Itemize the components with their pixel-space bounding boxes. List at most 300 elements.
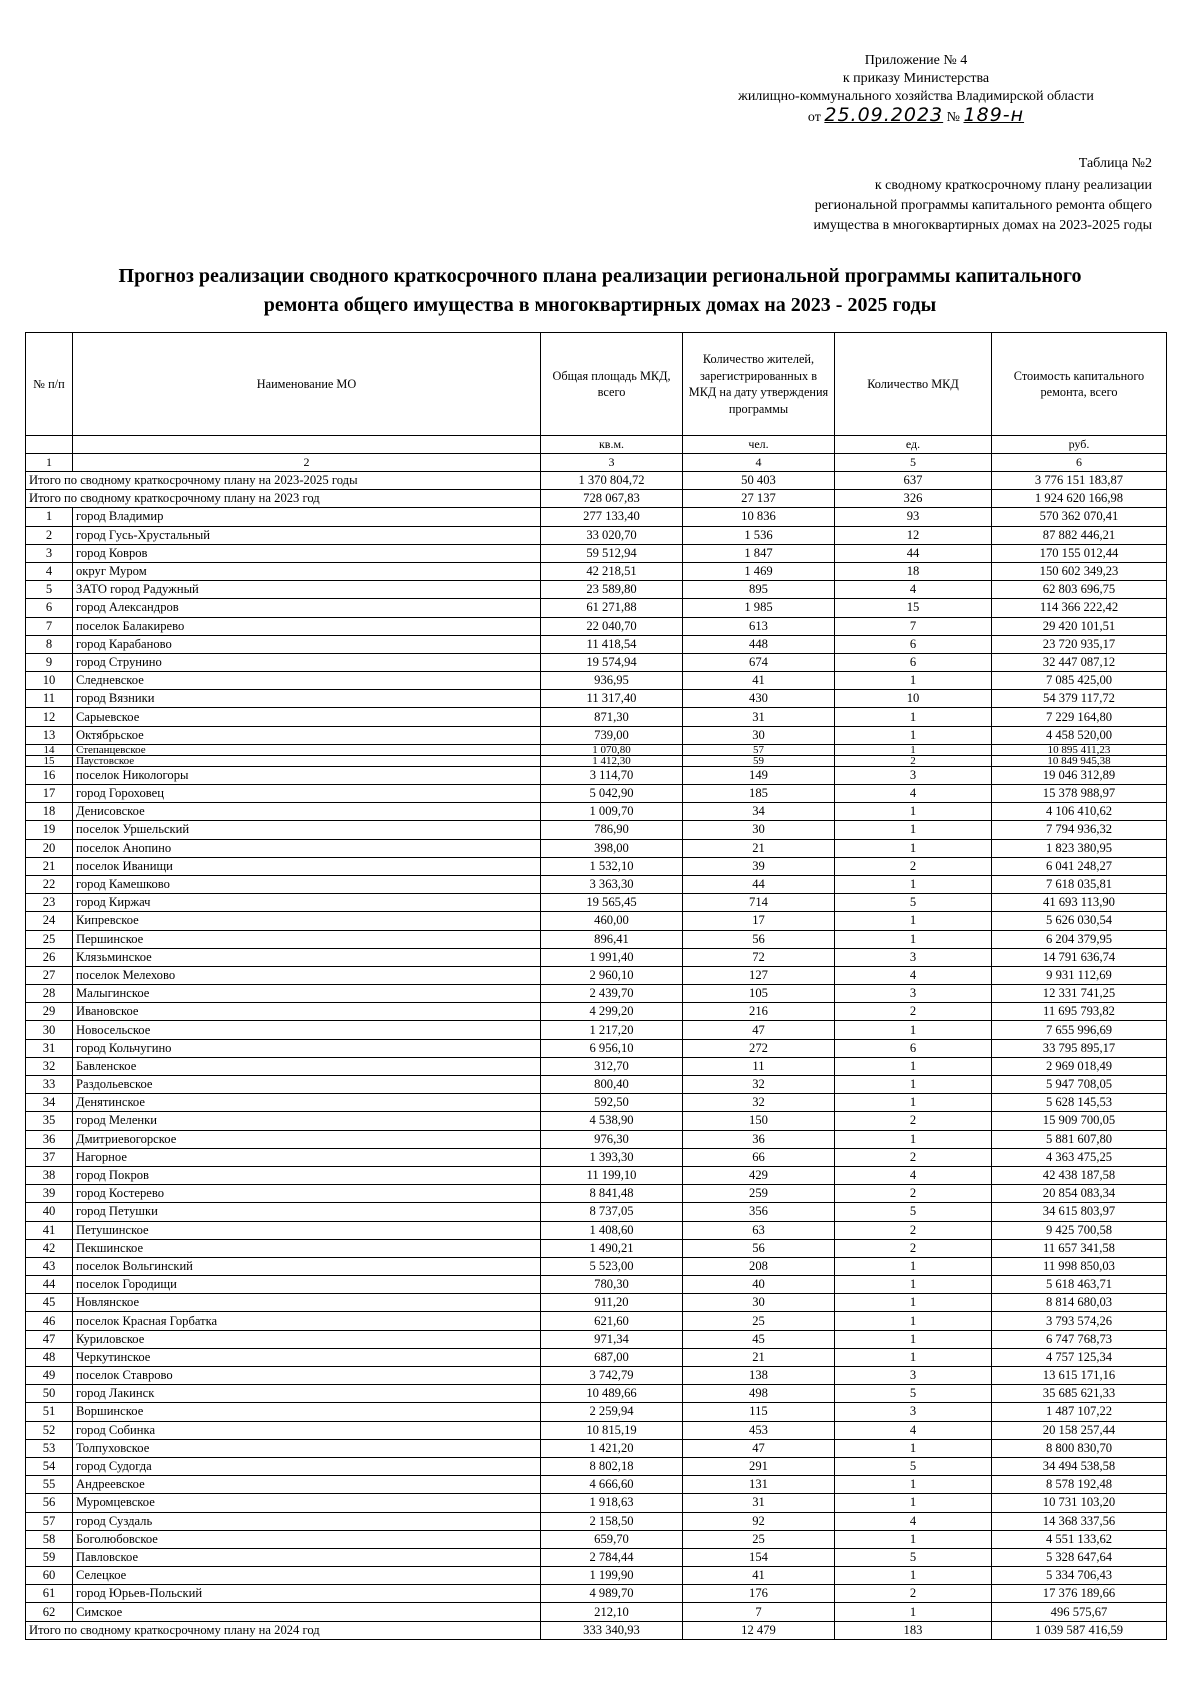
header-index: № п/п	[26, 333, 73, 436]
cost-cell: 20 158 257,44	[992, 1421, 1167, 1439]
residents-cell: 30	[683, 821, 835, 839]
row-index: 17	[26, 785, 73, 803]
mo-name: ЗАТО город Радужный	[73, 581, 541, 599]
count-cell: 1	[835, 930, 992, 948]
area-cell: 22 040,70	[541, 617, 683, 635]
header-count: Количество МКД	[835, 333, 992, 436]
total-residents: 27 137	[683, 490, 835, 508]
count-cell: 12	[835, 526, 992, 544]
count-cell: 6	[835, 635, 992, 653]
table-note-line: имущества в многоквартирных домах на 2023-2025 годы	[813, 218, 1152, 233]
area-cell: 19 565,45	[541, 894, 683, 912]
count-cell: 1	[835, 1021, 992, 1039]
cost-cell: 7 229 164,80	[992, 708, 1167, 726]
forecast-table	[25, 332, 1167, 1640]
count-cell: 3	[835, 985, 992, 1003]
count-cell: 5	[835, 1548, 992, 1566]
row-index: 28	[26, 985, 73, 1003]
area-cell: 1 421,20	[541, 1439, 683, 1457]
count-cell: 1	[835, 1076, 992, 1094]
row-index: 32	[26, 1057, 73, 1075]
mo-name: Денятинское	[73, 1094, 541, 1112]
row-index: 26	[26, 948, 73, 966]
residents-cell: 41	[683, 1567, 835, 1585]
area-cell: 936,95	[541, 672, 683, 690]
mo-name: Новлянское	[73, 1294, 541, 1312]
residents-cell: 498	[683, 1385, 835, 1403]
count-cell: 4	[835, 785, 992, 803]
table-row	[26, 803, 1167, 821]
cost-cell: 7 655 996,69	[992, 1021, 1167, 1039]
cost-cell: 5 947 708,05	[992, 1076, 1167, 1094]
mo-name: Пекшинское	[73, 1239, 541, 1257]
mo-name: Черкутинское	[73, 1348, 541, 1366]
table-row	[26, 930, 1167, 948]
count-cell: 5	[835, 1203, 992, 1221]
row-index: 7	[26, 617, 73, 635]
mo-name: поселок Анопино	[73, 839, 541, 857]
count-cell: 1	[835, 1348, 992, 1366]
count-cell: 93	[835, 508, 992, 526]
table-row	[26, 1094, 1167, 1112]
mo-name: город Камешково	[73, 875, 541, 893]
mo-name: Кипревское	[73, 912, 541, 930]
residents-cell: 25	[683, 1530, 835, 1548]
area-cell: 911,20	[541, 1294, 683, 1312]
area-cell: 5 523,00	[541, 1257, 683, 1275]
cost-cell: 1 823 380,95	[992, 839, 1167, 857]
cost-cell: 4 551 133,62	[992, 1530, 1167, 1548]
row-index: 4	[26, 562, 73, 580]
total-residents: 50 403	[683, 472, 835, 490]
order-date: 25.09.2023	[824, 104, 944, 126]
mo-name: поселок Мелехово	[73, 966, 541, 984]
appendix-line: жилищно-коммунального хозяйства Владимирской области	[738, 89, 1094, 104]
order-number: 189-н	[963, 104, 1025, 126]
row-index: 43	[26, 1257, 73, 1275]
area-cell: 212,10	[541, 1603, 683, 1621]
count-cell: 3	[835, 948, 992, 966]
table-row	[26, 1257, 1167, 1275]
col-number: 2	[73, 454, 541, 472]
cost-cell: 4 106 410,62	[992, 803, 1167, 821]
mo-name: город Вязники	[73, 690, 541, 708]
table-row	[26, 766, 1167, 784]
cost-cell: 33 795 895,17	[992, 1039, 1167, 1057]
residents-cell: 1 469	[683, 562, 835, 580]
count-cell: 1	[835, 1294, 992, 1312]
unit-cell: руб.	[992, 436, 1167, 454]
cost-cell: 5 626 030,54	[992, 912, 1167, 930]
mo-name: город Владимир	[73, 508, 541, 526]
row-index: 10	[26, 672, 73, 690]
table-row	[26, 599, 1167, 617]
table-row	[26, 755, 1167, 766]
area-cell: 659,70	[541, 1530, 683, 1548]
table-row	[26, 1003, 1167, 1021]
residents-cell: 895	[683, 581, 835, 599]
residents-cell: 208	[683, 1257, 835, 1275]
total-row-all	[26, 472, 1167, 490]
cost-cell: 42 438 187,58	[992, 1166, 1167, 1184]
table-row	[26, 1367, 1167, 1385]
area-cell: 1 070,80	[541, 744, 683, 755]
residents-cell: 1 536	[683, 526, 835, 544]
residents-cell: 21	[683, 1348, 835, 1366]
cost-cell: 6 204 379,95	[992, 930, 1167, 948]
residents-cell: 216	[683, 1003, 835, 1021]
cost-cell: 2 969 018,49	[992, 1057, 1167, 1075]
cost-cell: 5 881 607,80	[992, 1130, 1167, 1148]
count-cell: 3	[835, 1367, 992, 1385]
count-cell: 4	[835, 1166, 992, 1184]
residents-cell: 154	[683, 1548, 835, 1566]
area-cell: 687,00	[541, 1348, 683, 1366]
mo-name: Павловское	[73, 1548, 541, 1566]
count-cell: 4	[835, 966, 992, 984]
table-row	[26, 1294, 1167, 1312]
count-cell: 5	[835, 1385, 992, 1403]
mo-name: поселок Иванищи	[73, 857, 541, 875]
row-index: 44	[26, 1276, 73, 1294]
count-cell: 2	[835, 1221, 992, 1239]
row-index: 55	[26, 1476, 73, 1494]
cost-cell: 11 657 341,58	[992, 1239, 1167, 1257]
page-title	[20, 262, 1180, 320]
mo-name: поселок Красная Горбатка	[73, 1312, 541, 1330]
area-cell: 1 412,30	[541, 755, 683, 766]
header-residents: Количество жителей, зарегистрированных в МКД на дату утверждения программы	[683, 333, 835, 436]
residents-cell: 57	[683, 744, 835, 755]
mo-name: Степанцевское	[73, 744, 541, 755]
residents-cell: 41	[683, 672, 835, 690]
row-index: 29	[26, 1003, 73, 1021]
residents-cell: 11	[683, 1057, 835, 1075]
residents-cell: 45	[683, 1330, 835, 1348]
mo-name: город Карабаново	[73, 635, 541, 653]
cost-cell: 29 420 101,51	[992, 617, 1167, 635]
area-cell: 460,00	[541, 912, 683, 930]
mo-name: город Костерево	[73, 1185, 541, 1203]
cost-cell: 6 747 768,73	[992, 1330, 1167, 1348]
count-cell: 6	[835, 653, 992, 671]
count-cell: 1	[835, 875, 992, 893]
row-index: 23	[26, 894, 73, 912]
residents-cell: 92	[683, 1512, 835, 1530]
table-row	[26, 1403, 1167, 1421]
row-index: 19	[26, 821, 73, 839]
table-row	[26, 1312, 1167, 1330]
area-cell: 780,30	[541, 1276, 683, 1294]
table-row	[26, 1276, 1167, 1294]
table-note-line: к сводному краткосрочному плану реализации	[874, 178, 1152, 193]
area-cell: 10 815,19	[541, 1421, 683, 1439]
cost-cell: 87 882 446,21	[992, 526, 1167, 544]
cost-cell: 14 791 636,74	[992, 948, 1167, 966]
residents-cell: 39	[683, 857, 835, 875]
count-cell: 3	[835, 766, 992, 784]
area-cell: 2 960,10	[541, 966, 683, 984]
area-cell: 2 784,44	[541, 1548, 683, 1566]
row-index: 35	[26, 1112, 73, 1130]
residents-cell: 674	[683, 653, 835, 671]
table-row	[26, 617, 1167, 635]
residents-cell: 56	[683, 930, 835, 948]
residents-cell: 32	[683, 1076, 835, 1094]
cost-cell: 17 376 189,66	[992, 1585, 1167, 1603]
mo-name: Сарыевское	[73, 708, 541, 726]
cost-cell: 8 800 830,70	[992, 1439, 1167, 1457]
row-index: 14	[26, 744, 73, 755]
row-index: 13	[26, 726, 73, 744]
area-cell: 739,00	[541, 726, 683, 744]
area-cell: 11 199,10	[541, 1166, 683, 1184]
unit-cell: кв.м.	[541, 436, 683, 454]
cost-cell: 5 334 706,43	[992, 1567, 1167, 1585]
row-index: 18	[26, 803, 73, 821]
cost-cell: 34 615 803,97	[992, 1203, 1167, 1221]
row-index: 25	[26, 930, 73, 948]
table-row	[26, 1185, 1167, 1203]
cost-cell: 170 155 012,44	[992, 544, 1167, 562]
total-residents: 12 479	[683, 1621, 835, 1639]
area-cell: 2 439,70	[541, 985, 683, 1003]
cost-cell: 4 363 475,25	[992, 1148, 1167, 1166]
total-count: 326	[835, 490, 992, 508]
count-cell: 2	[835, 857, 992, 875]
total-cost: 1 924 620 166,98	[992, 490, 1167, 508]
row-index: 6	[26, 599, 73, 617]
residents-cell: 40	[683, 1276, 835, 1294]
mo-name: город Собинка	[73, 1421, 541, 1439]
mo-name: город Струнино	[73, 653, 541, 671]
count-cell: 2	[835, 1585, 992, 1603]
cost-cell: 10 731 103,20	[992, 1494, 1167, 1512]
table-row	[26, 690, 1167, 708]
total-label: Итого по сводному краткосрочному плану на 2024 год	[26, 1621, 541, 1639]
row-index: 30	[26, 1021, 73, 1039]
row-index: 2	[26, 526, 73, 544]
area-cell: 971,34	[541, 1330, 683, 1348]
mo-name: Новосельское	[73, 1021, 541, 1039]
area-cell: 2 259,94	[541, 1403, 683, 1421]
count-cell: 7	[835, 617, 992, 635]
mo-name: Малыгинское	[73, 985, 541, 1003]
row-index: 50	[26, 1385, 73, 1403]
area-cell: 6 956,10	[541, 1039, 683, 1057]
count-cell: 1	[835, 1312, 992, 1330]
cost-cell: 12 331 741,25	[992, 985, 1167, 1003]
row-index: 24	[26, 912, 73, 930]
count-cell: 1	[835, 1439, 992, 1457]
total-count: 637	[835, 472, 992, 490]
count-cell: 1	[835, 839, 992, 857]
count-cell: 1	[835, 1094, 992, 1112]
mo-name: Куриловское	[73, 1330, 541, 1348]
appendix-line: к приказу Министерства	[842, 71, 990, 86]
cost-cell: 15 909 700,05	[992, 1112, 1167, 1130]
residents-cell: 131	[683, 1476, 835, 1494]
residents-cell: 105	[683, 985, 835, 1003]
table-row	[26, 1148, 1167, 1166]
area-cell: 11 317,40	[541, 690, 683, 708]
row-index: 16	[26, 766, 73, 784]
cost-cell: 8 578 192,48	[992, 1476, 1167, 1494]
count-cell: 4	[835, 581, 992, 599]
area-cell: 33 020,70	[541, 526, 683, 544]
table-row	[26, 875, 1167, 893]
table-number: Таблица №2	[1078, 156, 1152, 171]
mo-name: Денисовское	[73, 803, 541, 821]
area-cell: 398,00	[541, 839, 683, 857]
mo-name: Боголюбовское	[73, 1530, 541, 1548]
area-cell: 896,41	[541, 930, 683, 948]
cost-cell: 114 366 222,42	[992, 599, 1167, 617]
count-cell: 1	[835, 1057, 992, 1075]
area-cell: 1 009,70	[541, 803, 683, 821]
residents-cell: 430	[683, 690, 835, 708]
area-cell: 61 271,88	[541, 599, 683, 617]
table-row	[26, 744, 1167, 755]
row-index: 27	[26, 966, 73, 984]
table-row	[26, 1112, 1167, 1130]
table-row	[26, 1057, 1167, 1075]
count-cell: 2	[835, 1239, 992, 1257]
residents-cell: 429	[683, 1166, 835, 1184]
count-cell: 5	[835, 894, 992, 912]
residents-cell: 47	[683, 1439, 835, 1457]
table-row	[26, 635, 1167, 653]
cost-cell: 15 378 988,97	[992, 785, 1167, 803]
table-row	[26, 1330, 1167, 1348]
col-number: 5	[835, 454, 992, 472]
table-body	[26, 472, 1167, 1622]
mo-name: Селецкое	[73, 1567, 541, 1585]
total-cost: 1 039 587 416,59	[992, 1621, 1167, 1639]
table-row	[26, 1603, 1167, 1621]
row-index: 20	[26, 839, 73, 857]
count-cell: 5	[835, 1457, 992, 1475]
count-cell: 1	[835, 821, 992, 839]
cost-cell: 23 720 935,17	[992, 635, 1167, 653]
area-cell: 3 742,79	[541, 1367, 683, 1385]
row-index: 57	[26, 1512, 73, 1530]
cost-cell: 9 931 112,69	[992, 966, 1167, 984]
mo-name: Клязьминское	[73, 948, 541, 966]
residents-cell: 31	[683, 708, 835, 726]
total-row-2024	[26, 1621, 1167, 1639]
residents-cell: 72	[683, 948, 835, 966]
residents-cell: 31	[683, 1494, 835, 1512]
cost-cell: 62 803 696,75	[992, 581, 1167, 599]
count-cell: 1	[835, 726, 992, 744]
residents-cell: 176	[683, 1585, 835, 1603]
row-index: 37	[26, 1148, 73, 1166]
count-cell: 1	[835, 1257, 992, 1275]
col-number: 4	[683, 454, 835, 472]
cost-cell: 14 368 337,56	[992, 1512, 1167, 1530]
mo-name: город Меленки	[73, 1112, 541, 1130]
table-row	[26, 1530, 1167, 1548]
title-line: Прогноз реализации сводного краткосрочного плана реализации региональной программы капитального	[118, 265, 1082, 287]
count-cell: 2	[835, 1112, 992, 1130]
area-cell: 312,70	[541, 1057, 683, 1075]
mo-name: поселок Уршельский	[73, 821, 541, 839]
count-cell: 1	[835, 1603, 992, 1621]
area-cell: 19 574,94	[541, 653, 683, 671]
residents-cell: 138	[683, 1367, 835, 1385]
table-row	[26, 1548, 1167, 1566]
table-row	[26, 1021, 1167, 1039]
total-count: 183	[835, 1621, 992, 1639]
cost-cell: 19 046 312,89	[992, 766, 1167, 784]
cost-cell: 10 895 411,23	[992, 744, 1167, 755]
residents-cell: 115	[683, 1403, 835, 1421]
residents-cell: 44	[683, 875, 835, 893]
row-index: 5	[26, 581, 73, 599]
area-cell: 2 158,50	[541, 1512, 683, 1530]
table-row	[26, 912, 1167, 930]
table-row	[26, 562, 1167, 580]
cost-cell: 35 685 621,33	[992, 1385, 1167, 1403]
total-area: 1 370 804,72	[541, 472, 683, 490]
mo-name: Петушинское	[73, 1221, 541, 1239]
cost-cell: 7 794 936,32	[992, 821, 1167, 839]
table-row	[26, 1039, 1167, 1057]
residents-cell: 10 836	[683, 508, 835, 526]
residents-cell: 714	[683, 894, 835, 912]
count-cell: 3	[835, 1403, 992, 1421]
count-cell: 2	[835, 1148, 992, 1166]
cost-cell: 10 849 945,38	[992, 755, 1167, 766]
residents-cell: 149	[683, 766, 835, 784]
count-cell: 2	[835, 1185, 992, 1203]
area-cell: 3 363,30	[541, 875, 683, 893]
row-index: 41	[26, 1221, 73, 1239]
residents-cell: 259	[683, 1185, 835, 1203]
row-index: 34	[26, 1094, 73, 1112]
area-cell: 786,90	[541, 821, 683, 839]
area-cell: 4 989,70	[541, 1585, 683, 1603]
count-cell: 10	[835, 690, 992, 708]
residents-cell: 30	[683, 726, 835, 744]
mo-name: Муромцевское	[73, 1494, 541, 1512]
area-cell: 1 991,40	[541, 948, 683, 966]
table-row	[26, 1239, 1167, 1257]
mo-name: город Гусь-Хрустальный	[73, 526, 541, 544]
mo-name: город Судогда	[73, 1457, 541, 1475]
count-cell: 1	[835, 1567, 992, 1585]
mo-name: поселок Никологоры	[73, 766, 541, 784]
residents-cell: 21	[683, 839, 835, 857]
cost-cell: 4 458 520,00	[992, 726, 1167, 744]
unit-cell: чел.	[683, 436, 835, 454]
row-index: 9	[26, 653, 73, 671]
count-cell: 1	[835, 803, 992, 821]
area-cell: 59 512,94	[541, 544, 683, 562]
order-no-label: №	[946, 110, 961, 125]
mo-name: Дмитриевогорское	[73, 1130, 541, 1148]
residents-cell: 453	[683, 1421, 835, 1439]
cost-cell: 4 757 125,34	[992, 1348, 1167, 1366]
area-cell: 1 918,63	[541, 1494, 683, 1512]
area-cell: 1 199,90	[541, 1567, 683, 1585]
cost-cell: 8 814 680,03	[992, 1294, 1167, 1312]
row-index: 36	[26, 1130, 73, 1148]
row-index: 45	[26, 1294, 73, 1312]
title-line: ремонта общего имущества в многоквартирных домах на 2023 - 2025 годы	[263, 294, 937, 316]
count-cell: 18	[835, 562, 992, 580]
